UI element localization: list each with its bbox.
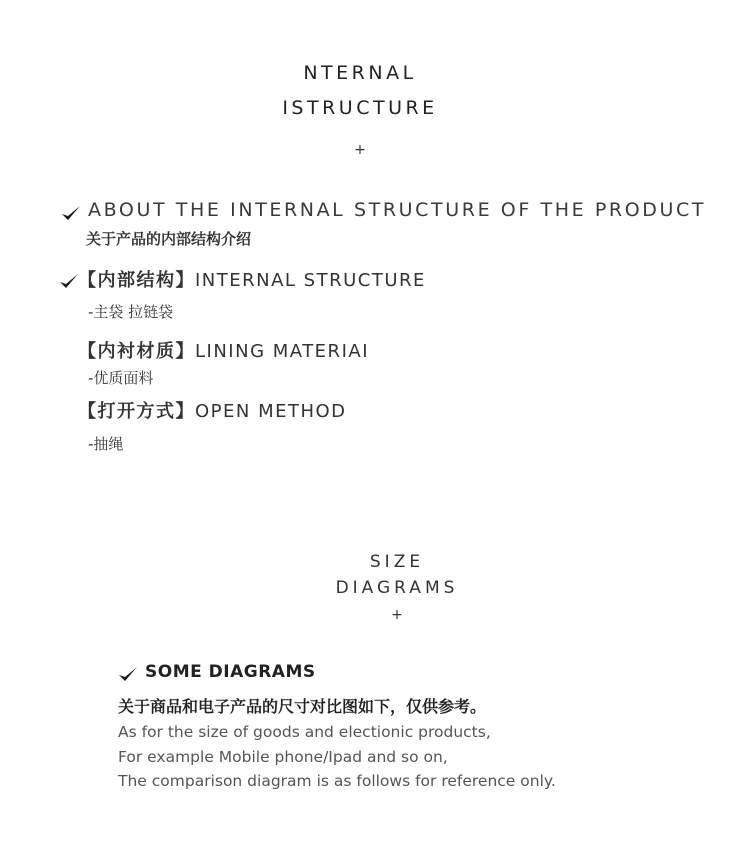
size-description-line: The comparison diagram is as follows for reference only. <box>118 772 556 790</box>
check-icon <box>117 663 139 685</box>
spec-item-internal-structure <box>78 266 426 292</box>
about-subheading: 关于产品的内部结构介绍 <box>86 230 252 248</box>
size-title-line1: SIZE <box>369 552 425 572</box>
spec-item-en-label: OPEN METHOD <box>195 401 347 422</box>
spec-item-en-label: LINING MATERIAI <box>195 341 369 362</box>
size-plus-icon: + <box>391 607 403 623</box>
spec-item-open-method <box>78 397 347 423</box>
size-description-line: For example Mobile phone/Ipad and so on, <box>118 747 448 766</box>
size-description-line: As for the size of goods and electionic products, <box>118 723 491 741</box>
internal-plus-icon: + <box>354 142 366 158</box>
spec-item-value: -主袋 拉链袋 <box>88 303 174 321</box>
size-title-line2: DIAGRAMS <box>335 578 459 598</box>
internal-title-line1: NTERNAL <box>303 62 417 84</box>
size-description <box>118 720 556 794</box>
size-subheading: 关于商品和电子产品的尺寸对比图如下，仅供参考。 <box>118 697 487 716</box>
spec-item-cn-label: 【内衬材质】 <box>78 341 195 362</box>
spec-item-value: -优质面料 <box>88 369 154 387</box>
internal-title-line2: ISTRUCTURE <box>282 97 438 119</box>
size-heading: SOME DIAGRAMS <box>145 662 316 682</box>
check-icon <box>60 202 82 224</box>
check-icon <box>58 270 80 292</box>
spec-item-cn-label: 【内部结构】 <box>78 270 195 291</box>
spec-item-value: -抽绳 <box>88 435 124 453</box>
spec-item-cn-label: 【打开方式】 <box>78 401 195 422</box>
spec-item-lining-material <box>78 337 369 363</box>
about-heading: ABOUT THE INTERNAL STRUCTURE OF THE PRODUCT <box>88 199 707 221</box>
spec-item-en-label: INTERNAL STRUCTURE <box>195 270 426 291</box>
